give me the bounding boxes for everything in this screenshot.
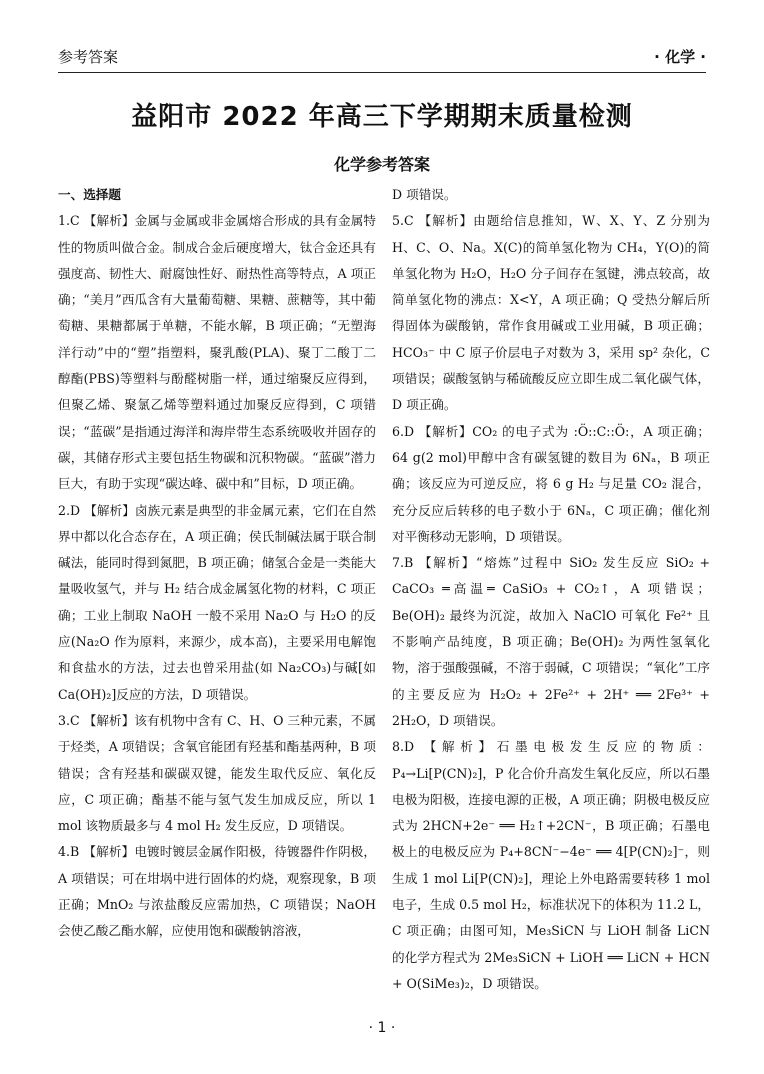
answer-item: 4.B 【解析】电镀时镀层金属作阳极，待镀器件作阴极，A 项错误；可在坩埚中进行固体的灼烧，观察现象，B 项正确；MnO₂ 与浓盐酸反应需加热，C 项错误；NaOH 会使乙酸乙酯水解，应使用饱和碳酸钠溶液，	[58, 844, 376, 939]
answer-item: 6.D 【解析】CO₂ 的电子式为 :Ö::C::Ö:，A 项正确；64 g(2 mol)甲醇中含有碳氢键的数目为 6Nₐ，B 项正确；该反应为可逆反应，将 6 g H₂ 与足量 CO₂ 混合，充分反应后转移的电子数小于 6Nₐ，C 项正确；催化剂对平衡移动无影响，D 项错误。	[392, 423, 710, 544]
header-subject-label: · 化学 ·	[654, 48, 706, 66]
answer-item: 3.C 【解析】该有机物中含有 C、H、O 三种元素，不属于烃类，A 项错误；含氧官能团有羟基和酯基两种，B 项错误；含有羟基和碳碳双键，能发生取代反应、氧化反应，C 项正确；酯基不能与氢气发生加成反应，所以 1 mol 该物质最多与 4 mol H₂ 发生反应，D 项错误。	[58, 712, 376, 834]
page-title: 益阳市 2022 年高三下学期期末质量检测	[131, 102, 633, 132]
page-subtitle: 化学参考答案	[333, 155, 430, 174]
left-column	[58, 182, 376, 945]
header-left-label: 参考答案	[58, 48, 119, 66]
page-number: · 1 ·	[368, 1020, 396, 1036]
answer-item: D 项错误。	[392, 187, 457, 202]
section-heading: 一、选择题	[58, 187, 121, 202]
answer-item: 5.C 【解析】由题给信息推知，W、X、Y、Z 分别为 H、C、O、Na。X(C)的简单氢化物为 CH₄，Y(O)的简单氢化物为 H₂O，H₂O 分子间存在氢键，沸点较高，故简单氢化物的沸点：X<Y，A 项正确；Q 受热分解后所得固体为碳酸钠，常作食用碱或工业用碱，B 项正确；HCO₃⁻ 中 C 原子价层电子对数为 3，采用 sp² 杂化，C 项错误；碳酸氢钠与稀硫酸反应立即生成二氧化碳气体，D 项正确。	[392, 213, 710, 413]
answer-item: 2.D 【解析】卤族元素是典型的非金属元素，它们在自然界中都以化合态存在，A 项正确；侯氏制碱法属于联合制碱法，能同时得到氮肥，B 项正确；储氢合金是一类能大量吸收氢气，并与 H₂ 结合成金属氢化物的材料，C 项正确；工业上制取 NaOH 一般不采用 Na₂O 与 H₂O 的反应(Na₂O 作为原料，来源少，成本高)，主要采用电解饱和食盐水的方法，过去也曾采用盐(如 Na₂CO₃)与碱[如Ca(OH)₂]反应的方法，D 项错误。	[58, 502, 376, 702]
answer-item: 7.B 【解析】“熔炼”过程中 SiO₂ 发生反应 SiO₂ + CaCO₃ ═高温═ CaSiO₃ + CO₂↑，A 项错误；Be(OH)₂ 最终为沉淀，故加入 NaClO 可氧化 Fe²⁺ 且不影响产品纯度，B 项正确；Be(OH)₂ 为两性氢氧化物，溶于强酸强碱，不溶于弱碱，C 项错误；“氧化”工序的主要反应为 H₂O₂ + 2Fe²⁺ + 2H⁺ ══ 2Fe³⁺ + 2H₂O，D 项错误。	[392, 555, 710, 728]
right-column	[392, 182, 710, 997]
page-header	[58, 40, 706, 70]
answer-item: 8.D 【解析】石墨电极发生反应的物质：P₄→Li[P(CN)₂]，P 化合价升高发生氧化反应，所以石墨电极为阳极，连接电源的正极，A 项正确；阴极电极反应式为 2HCN+2e⁻ ══ H₂↑+2CN⁻，B 项正确；石墨电极上的电极反应为 P₄+8CN⁻−4e⁻ ══ 4[P(CN)₂]⁻，则生成 1 mol Li[P(CN)₂]，理论上外电路需要转移 1 mol 电子，生成 0.5 mol H₂，标准状况下的体积为 11.2 L，C 项正确；由图可知，Me₃SiCN 与 LiOH 制备 LiCN 的化学方程式为 2Me₃SiCN + LiOH ══ LiCN + HCN + O(SiMe₃)₂，D 项错误。	[392, 739, 710, 991]
header-divider	[58, 72, 706, 73]
answer-item: 1.C 【解析】金属与金属或非金属熔合形成的具有金属特性的物质叫做合金。制成合金后硬度增大，钛合金还具有强度高、韧性大、耐腐蚀性好、耐热性高等特点，A 项正确；“美月”西瓜含有大量葡萄糖、果糖、蔗糖等，其中葡萄糖、果糖都属于单糖，不能水解，B 项正确；“无塑海洋行动”中的“塑”指塑料，聚乳酸(PLA)、聚丁二酸丁二醇酯(PBS)等塑料与酚醛树脂一样，通过缩聚反应得到，但聚乙烯、聚氯乙烯等塑料通过加聚反应得到，C 项错误；“蓝碳”是指通过海洋和海岸带生态系统吸收并固存的碳，其储存形式主要包括生物碳和沉积物碳。“蓝碳”潜力巨大，有助于实现“碳达峰、碳中和”目标，D 项正确。	[58, 213, 376, 492]
